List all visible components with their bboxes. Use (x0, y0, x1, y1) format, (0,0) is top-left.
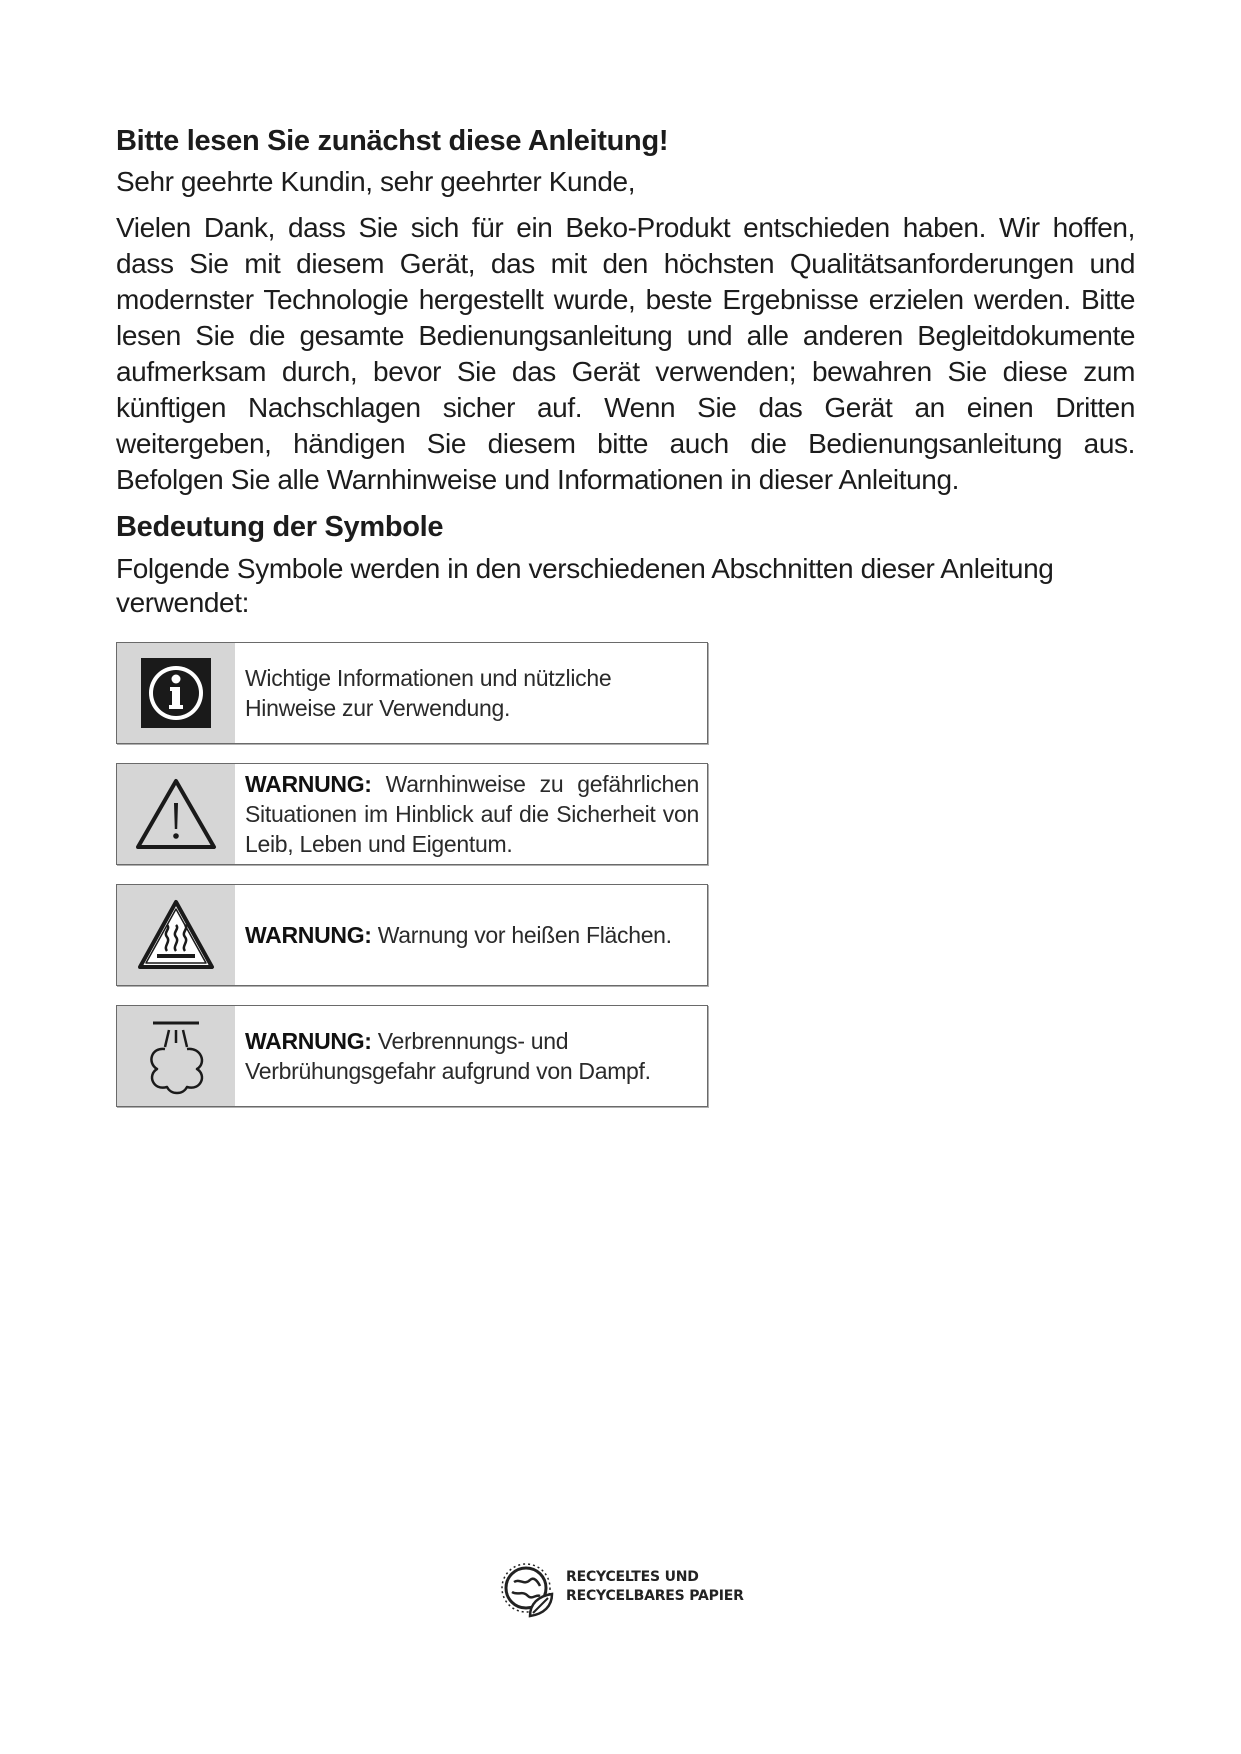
symbol-box-hot-surface (116, 884, 708, 986)
recycled-paper-icon (500, 1556, 558, 1618)
symbol-list (116, 642, 708, 1107)
page-content (116, 122, 1135, 1126)
symbol-description (235, 885, 707, 985)
steam-icon (117, 1006, 235, 1106)
recycled-paper-label (566, 1568, 744, 1606)
symbol-box-warning (116, 763, 708, 865)
symbol-text: Wichtige Informationen und nützliche Hinweise zur Verwendung. (245, 665, 612, 721)
symbol-description (235, 643, 707, 743)
symbol-description (235, 764, 707, 864)
symbol-text: Warnhinweise zu gefährlichen Situationen im Hinblick auf die Sicherheit von Leib, Leben und Eigentum. (245, 771, 700, 857)
page-title: Bitte lesen Sie zunächst diese Anleitung! (116, 125, 669, 157)
symbol-box-steam (116, 1005, 708, 1107)
recycled-paper-line2: RECYCELBARES PAPIER (566, 1588, 744, 1604)
salutation: Sehr geehrte Kundin, sehr geehrter Kunde, (116, 166, 636, 197)
symbol-text: Verbrennungs- und Verbrühungsgefahr aufgrund von Dampf. (245, 1028, 651, 1084)
warning-label: WARNUNG: (245, 1028, 372, 1054)
warning-label: WARNUNG: (245, 771, 372, 797)
symbol-description (235, 1006, 707, 1106)
symbols-intro: Folgende Symbole werden in den verschiedenen Abschnitten dieser Anleitung verwendet: (116, 553, 1054, 618)
section-title-symbols: Bedeutung der Symbole (116, 511, 444, 543)
intro-paragraph: Vielen Dank, dass Sie sich für ein Beko-Produkt entschieden haben. Wir hoffen, dass Sie mit diesem Gerät, das mit den höchsten Qualitätsanforderungen und modernster Technologie hergestellt wurde, beste Ergebnisse erzielen werden. Bitte lesen Sie die gesamte Bedienungsanleitung und alle anderen Begleitdokumente aufmerksam durch, bevor Sie das Gerät verwenden; bewahren Sie diese zum künftigen Nachschlagen sicher auf. Wenn Sie das Gerät an einen Dritten weitergeben, händigen Sie diesem bitte auch die Bedienungsanleitung aus. Befolgen Sie alle Warnhinweise und Informationen in dieser Anleitung. (116, 212, 1135, 495)
warning-label: WARNUNG: (245, 922, 372, 948)
recycled-paper-line1: RECYCELTES UND (566, 1569, 699, 1585)
symbol-text: Warnung vor heißen Flächen. (377, 922, 672, 948)
info-icon (117, 643, 235, 743)
hot-surface-icon (117, 885, 235, 985)
recycled-paper-logo (500, 1556, 744, 1618)
warning-triangle-icon (117, 764, 235, 864)
symbol-box-info (116, 642, 708, 744)
